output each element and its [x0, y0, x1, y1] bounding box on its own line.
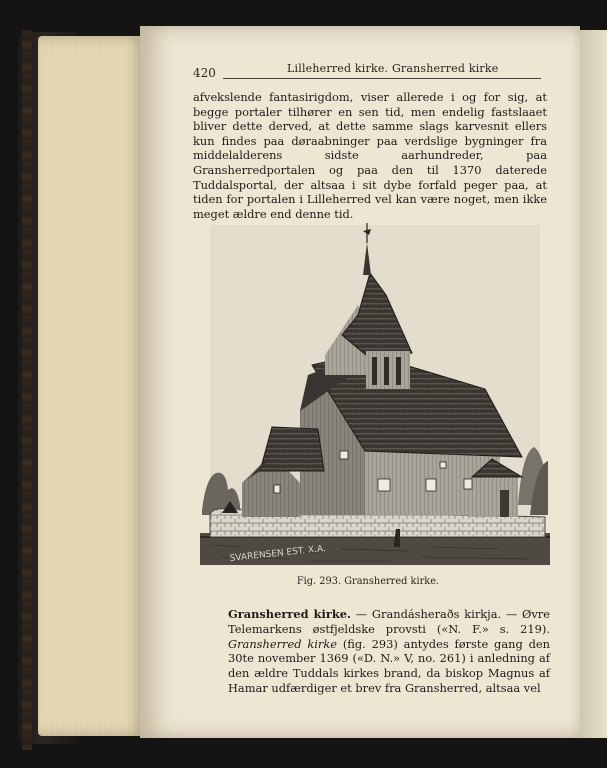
engraver-signature: SVARENSEN EST. X.A. — [229, 543, 327, 564]
figure-caption: Fig. 293. Gransherred kirke. — [296, 576, 440, 587]
section-text-1: — Grandásheraðs kirkja. — Øvre Telemarkens østfjeldske provsti («N. F.» s. 219). — [228, 607, 550, 636]
porch-door — [500, 490, 509, 517]
section-text-2: (fig. 293) antydes første gang den 30te november 1369 («D. N.» V, no. 261) i anledning af den ældre Tuddals kirkes brand, da biskop Magnus af Hamar udfærdiger et brev fra Gransherred, altsaa vel — [228, 636, 550, 695]
section-heading: Gransherred kirke. — [228, 607, 351, 621]
paragraph-text: afvekslende fantasirigdom, viser allerede i og for sig, at begge portaler tilhører en sen tid, men endelig fastslaaet bliver dette derved, at dette samme slags karvesnit ellers kun findes paa døraabninger paa verdslige bygninger fra middelalderens sidste aarhundreder, paa Gransherredportalen og paa den til 1370 daterede Tuddalsportal, der altsaa i sit dybe forfald peger paa, at tiden for portalen i Lilleherred vel kan være noget, men ikke meget ældre end denne tid. — [193, 90, 547, 221]
section-text-italic: Gransherred kirke — [228, 636, 337, 651]
page-number: 420 — [193, 66, 216, 80]
porch-wall — [468, 477, 518, 517]
facing-page-edge — [580, 30, 607, 738]
paragraph-continued — [193, 90, 547, 221]
running-header — [193, 62, 543, 80]
page-edges — [38, 36, 146, 736]
church-illustration — [200, 215, 550, 570]
section-paragraph — [228, 607, 550, 696]
header-rule — [223, 78, 541, 79]
running-head-title: Lilleherred kirke. Gransherred kirke — [287, 62, 499, 75]
cover-spine-pattern — [22, 30, 32, 750]
